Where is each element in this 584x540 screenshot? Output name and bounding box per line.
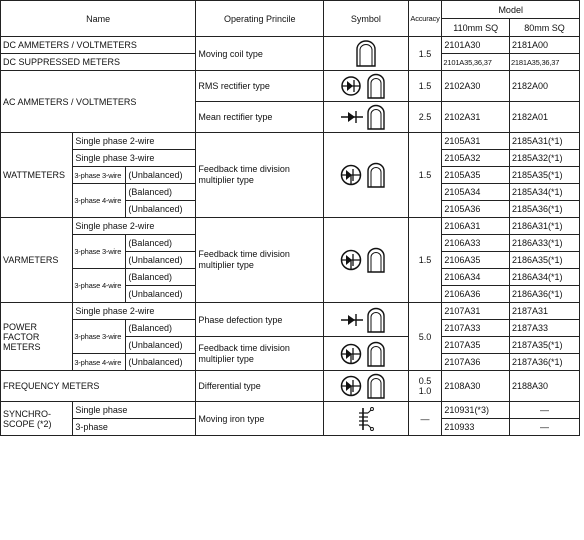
header-symbol: Symbol [324,1,408,37]
watt-single3: Single phase 3-wire [73,150,196,167]
freq-name: FREQUENCY METERS [1,371,196,402]
watt-m110-4: 2105A34 [442,184,510,201]
watt-m110-3: 2105A35 [442,167,510,184]
header-model: Model [442,1,580,19]
pf-m110-3: 2107A35 [442,337,510,354]
dc-ammeters-name: DC AMMETERS / VOLTMETERS [1,37,196,54]
var-m110-2: 2106A33 [442,235,510,252]
var-balanced-1: (Balanced) [126,235,196,252]
freq-accuracy: 0.5 1.0 [408,371,442,402]
var-m110-1: 2106A31 [442,218,510,235]
dc-m80-1: 2181A00 [509,37,579,54]
ac-mean-m110: 2102A31 [442,102,510,133]
sync-m80-2: — [509,419,579,436]
var-m80-4: 2186A34(*1) [509,269,579,286]
phase-deflection-symbol-icon [324,303,408,337]
multiplier-symbol-icon [324,337,408,371]
watt-principle: Feedback time division multiplier type [196,133,324,218]
pf-three3: 3-phase 3-wire [73,320,126,354]
sync-m80-1: — [509,402,579,419]
freq-m110: 2108A30 [442,371,510,402]
var-unbalanced-2: (Unbalanced) [126,286,196,303]
pf-single2: Single phase 2-wire [73,303,196,320]
pf-m80-4: 2187A36(*1) [509,354,579,371]
freq-principle: Differential type [196,371,324,402]
ac-mean-m80: 2182A01 [509,102,579,133]
watt-balanced: (Balanced) [126,184,196,201]
header-name: Name [1,1,196,37]
watt-single2: Single phase 2-wire [73,133,196,150]
watt-unbalanced-1: (Unbalanced) [126,167,196,184]
watt-unbalanced-2: (Unbalanced) [126,201,196,218]
multiplier-symbol-icon [324,133,408,218]
var-name: VARMETERS [1,218,73,303]
watt-m80-4: 2185A34(*1) [509,184,579,201]
moving-coil-symbol-icon [324,37,408,71]
watt-m110-1: 2105A31 [442,133,510,150]
table-row [1,37,580,54]
var-accuracy: 1.5 [408,218,442,303]
ac-rms-m80: 2182A00 [509,71,579,102]
table-row [1,218,580,235]
ac-rms-m110: 2102A30 [442,71,510,102]
watt-m80-2: 2185A32(*1) [509,150,579,167]
watt-m80-3: 2185A35(*1) [509,167,579,184]
var-single2: Single phase 2-wire [73,218,196,235]
header-row-1 [1,1,580,19]
var-m110-3: 2106A35 [442,252,510,269]
table-row [1,371,580,402]
table-row [1,402,580,419]
ac-rms-principle: RMS rectifier type [196,71,324,102]
dc-m110-2: 2101A35,36,37 [442,54,510,71]
pf-accuracy: 5.0 [408,303,442,371]
var-m110-5: 2106A36 [442,286,510,303]
header-model-110: 110mm SQ [442,19,510,37]
sync-m110-2: 210933 [442,419,510,436]
pf-name: POWER FACTOR METERS [1,303,73,371]
pf-unbalanced-1: (Unbalanced) [126,337,196,354]
var-unbalanced-1: (Unbalanced) [126,252,196,269]
pf-principle2: Feedback time division multiplier type [196,337,324,371]
pf-m110-1: 2107A31 [442,303,510,320]
watt-m110-2: 2105A32 [442,150,510,167]
dc-m110-1: 2101A30 [442,37,510,54]
watt-three4: 3-phase 4-wire [73,184,126,218]
rms-rectifier-symbol-icon [324,71,408,102]
pf-m110-2: 2107A33 [442,320,510,337]
sync-name: SYNCHRO-SCOPE (*2) [1,402,73,436]
pf-principle1: Phase defection type [196,303,324,337]
watt-m80-5: 2185A36(*1) [509,201,579,218]
table-row [1,71,580,102]
pf-three4: 3-phase 4-wire [73,354,126,371]
dc-suppressed-name: DC SUPPRESSED METERS [1,54,196,71]
pf-m80-1: 2187A31 [509,303,579,320]
mean-rectifier-symbol-icon [324,102,408,133]
sync-single: Single phase [73,402,196,419]
ac-rms-accuracy: 1.5 [408,71,442,102]
var-balanced-2: (Balanced) [126,269,196,286]
var-m80-2: 2186A33(*1) [509,235,579,252]
header-principle: Operating Princile [196,1,324,37]
pf-balanced: (Balanced) [126,320,196,337]
header-model-80: 80mm SQ [509,19,579,37]
watt-name: WATTMETERS [1,133,73,218]
pf-unbalanced-2: (Unbalanced) [126,354,196,371]
var-three4: 3-phase 4-wire [73,269,126,303]
watt-three3: 3-phase 3-wire [73,167,126,184]
ac-mean-accuracy: 2.5 [408,102,442,133]
dc-m80-2: 2181A35,36,37 [509,54,579,71]
sync-principle: Moving iron type [196,402,324,436]
watt-m80-1: 2185A31(*1) [509,133,579,150]
table-row [1,303,580,320]
freq-m80: 2188A30 [509,371,579,402]
watt-m110-5: 2105A36 [442,201,510,218]
header-accuracy: Accuracy [408,1,442,37]
multiplier-symbol-icon [324,218,408,303]
var-m80-1: 2186A31(*1) [509,218,579,235]
var-three3: 3-phase 3-wire [73,235,126,269]
var-m80-3: 2186A35(*1) [509,252,579,269]
var-m80-5: 2186A36(*1) [509,286,579,303]
sync-m110-1: 210931(*3) [442,402,510,419]
ac-name: AC AMMETERS / VOLTMETERS [1,71,196,133]
var-m110-4: 2106A34 [442,269,510,286]
sync-accuracy: — [408,402,442,436]
ac-mean-principle: Mean rectifier type [196,102,324,133]
table-row [1,133,580,150]
multiplier-symbol-icon [324,371,408,402]
sync-three: 3-phase [73,419,196,436]
pf-m80-2: 2187A33 [509,320,579,337]
pf-m80-3: 2187A35(*1) [509,337,579,354]
pf-m110-4: 2107A36 [442,354,510,371]
dc-accuracy: 1.5 [408,37,442,71]
watt-accuracy: 1.5 [408,133,442,218]
moving-iron-symbol-icon [324,402,408,436]
dc-principle: Moving coil type [196,37,324,71]
var-principle: Feedback time division multiplier type [196,218,324,303]
